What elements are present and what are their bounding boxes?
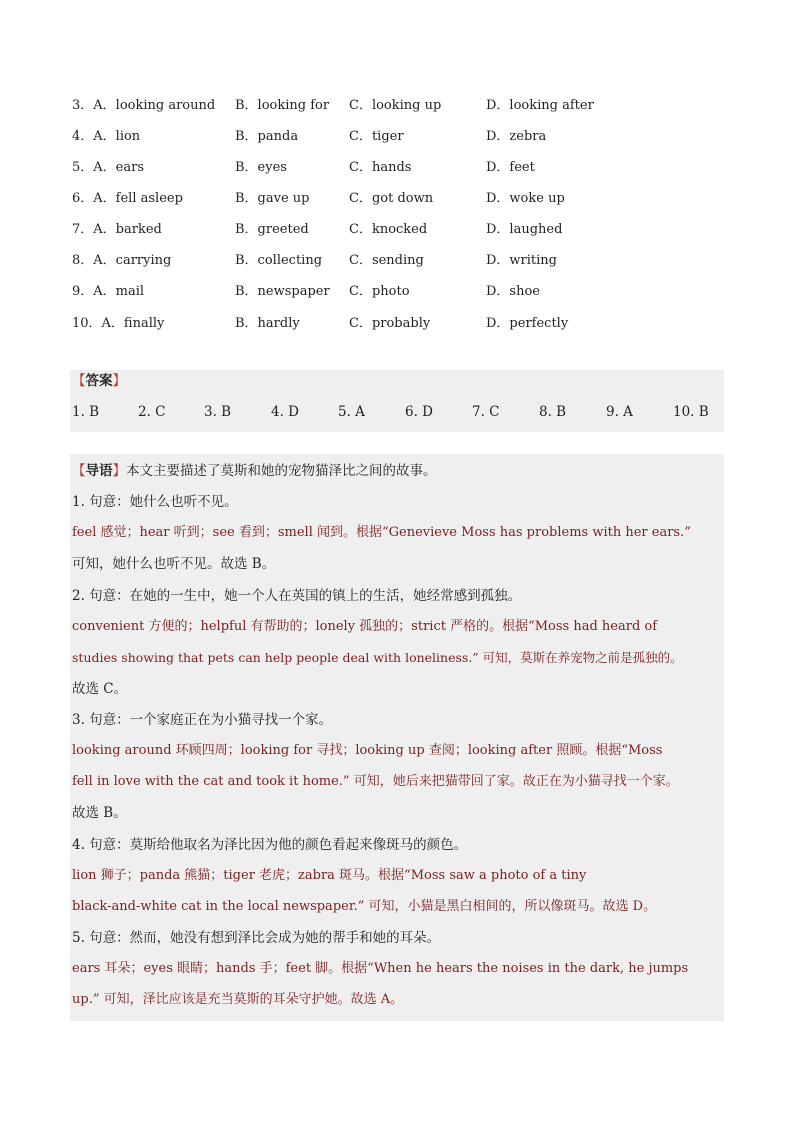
- option-d: D．perfectly: [486, 316, 569, 331]
- option-a: 8．A．carrying: [72, 253, 172, 268]
- answer-item: 9. A: [606, 404, 633, 420]
- option-b: B．collecting: [235, 253, 323, 268]
- option-a: 4．A．lion: [72, 129, 141, 144]
- option-b: B．greeted: [235, 222, 309, 237]
- option-b: B．looking for: [235, 98, 330, 113]
- explanation-line: 故选 C。: [72, 681, 128, 697]
- option-a: 7．A．barked: [72, 222, 162, 237]
- explanation-line: studies showing that pets can help people deal with loneliness.” 可知，莫斯在养宠物之前是孤独的。: [72, 650, 683, 665]
- explanation-line: feel 感觉；hear 听到；see 看到；smell 闻到。根据“Genevieve Moss has problems with her ears.”: [72, 525, 691, 540]
- option-a: 5．A．ears: [72, 160, 144, 175]
- explanation-line: 2. 句意：在她的一生中，她一个人在英国的镇上的生活，她经常感到孤独。: [72, 588, 522, 604]
- explanation-line: 3. 句意：一个家庭正在为小猫寻找一个家。: [72, 712, 333, 728]
- answer-item: 1. B: [72, 404, 100, 420]
- option-a: 9．A．mail: [72, 284, 145, 299]
- answer-item: 6. D: [405, 404, 433, 420]
- option-a: 10．A．finally: [72, 316, 165, 331]
- option-c: C．sending: [349, 253, 424, 268]
- explanation-line: 故选 B。: [72, 805, 127, 821]
- option-d: D．feet: [486, 160, 535, 175]
- option-a: 3．A．looking around: [72, 98, 216, 113]
- answer-list: [72, 401, 722, 423]
- answer-item: 8. B: [539, 404, 567, 420]
- option-d: D．writing: [486, 253, 557, 268]
- explanation-line: black-and-white cat in the local newspaper.” 可知，小猫是黑白相间的，所以像斑马。故选 D。: [72, 899, 657, 914]
- explanation-line: 1. 句意：她什么也听不见。: [72, 494, 238, 510]
- option-c: C．hands: [349, 160, 412, 175]
- option-c: C．photo: [349, 284, 410, 299]
- option-b: B．eyes: [235, 160, 287, 175]
- explanation-line: fell in love with the cat and took it home.” 可知，她后来把猫带回了家。故正在为小猫寻找一个家。: [72, 774, 679, 789]
- explanation-line: 4. 句意：莫斯给他取名为泽比因为他的颜色看起来像斑马的颜色。: [72, 837, 468, 853]
- option-c: C．looking up: [349, 98, 442, 113]
- answer-item: 5. A: [338, 404, 365, 420]
- option-d: D．shoe: [486, 284, 540, 299]
- answer-item: 2. C: [138, 404, 166, 420]
- explanation-line: 5. 句意：然而，她没有想到泽比会成为她的帮手和她的耳朵。: [72, 930, 441, 946]
- explanation-line: convenient 方便的；helpful 有帮助的；lonely 孤独的；strict 严格的。根据“Moss had heard of: [72, 619, 658, 634]
- option-d: D．laughed: [486, 222, 563, 237]
- answer-item: 7. C: [472, 404, 500, 420]
- option-b: B．gave up: [235, 191, 310, 206]
- answer-item: 3. B: [204, 404, 232, 420]
- explanation-line: ears 耳朵；eyes 眼睛；hands 手；feet 脚。根据“When he hears the noises in the dark, he jumps: [72, 961, 689, 976]
- option-d: D．zebra: [486, 129, 547, 144]
- explanation-line: lion 狮子；panda 熊猫；tiger 老虎；zabra 斑马。根据“Moss saw a photo of a tiny: [72, 868, 587, 883]
- explanation-line: looking around 环顾四周；looking for 寻找；looking up 查阅；looking after 照顾。根据“Moss: [72, 743, 663, 758]
- option-d: D．looking after: [486, 98, 594, 113]
- guide-header: 【导语】本文主要描述了莫斯和她的宠物猫泽比之间的故事。: [72, 463, 437, 479]
- option-a: 6．A．fell asleep: [72, 191, 183, 206]
- answer-item: 10. B: [673, 404, 709, 420]
- option-b: B．newspaper: [235, 284, 330, 299]
- option-c: C．probably: [349, 316, 431, 331]
- explanation-line: 可知，她什么也听不见。故选 B。: [72, 556, 276, 572]
- option-c: C．tiger: [349, 129, 404, 144]
- explanation-line: up.” 可知，泽比应该是充当莫斯的耳朵守护她。故选 A。: [72, 992, 404, 1007]
- option-b: B．hardly: [235, 316, 300, 331]
- guide-text: 本文主要描述了莫斯和她的宠物猫泽比之间的故事。: [126, 463, 437, 479]
- option-d: D．woke up: [486, 191, 565, 206]
- option-b: B．panda: [235, 129, 299, 144]
- option-c: C．got down: [349, 191, 434, 206]
- answer-item: 4. D: [271, 404, 299, 420]
- answer-header: 【答案】: [72, 373, 126, 389]
- option-c: C．knocked: [349, 222, 428, 237]
